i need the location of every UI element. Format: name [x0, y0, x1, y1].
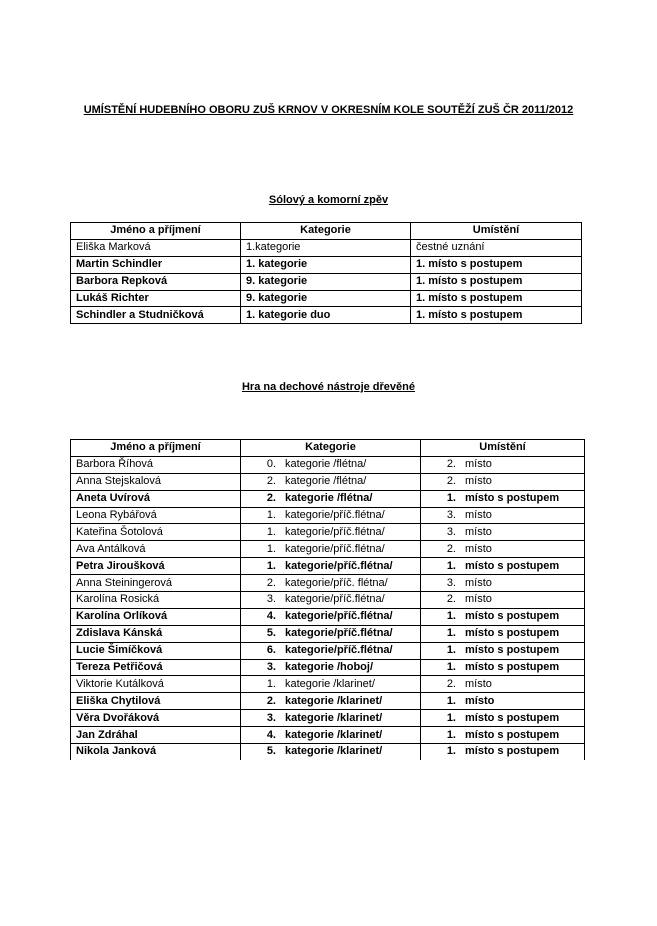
placement-label: místo [465, 542, 492, 555]
category-number: 1. [266, 559, 276, 572]
woodwind-results-table [70, 439, 585, 760]
placement-number: 2. [446, 593, 456, 606]
placement-label: místo [465, 475, 492, 488]
cell-name: Ava Antálková [71, 541, 241, 558]
placement-number: 1. [446, 745, 456, 758]
cell-placement [421, 693, 585, 710]
category-label: kategorie/příč.flétna/ [285, 525, 385, 538]
placement-label: místo [465, 694, 495, 707]
cell-name: Eliška Chytilová [71, 693, 241, 710]
placement-label: místo s postupem [465, 644, 560, 657]
category-number: 1. [266, 542, 276, 555]
cell-placement [421, 625, 585, 642]
table-row [71, 592, 585, 609]
category-number: 1. [266, 677, 276, 690]
cell-placement [421, 507, 585, 524]
category-label: kategorie/příč.flétna/ [285, 644, 393, 657]
cell-placement: 1. místo s postupem [411, 256, 582, 273]
cell-name: Zdislava Kánská [71, 625, 241, 642]
table-row [71, 575, 585, 592]
cell-placement: čestné uznání [411, 239, 582, 256]
cell-category [241, 456, 421, 473]
category-label: kategorie/příč. flétna/ [285, 576, 388, 589]
cell-name: Věra Dvořáková [71, 710, 241, 727]
placement-number: 3. [446, 525, 456, 538]
category-label: kategorie /klarinet/ [285, 694, 383, 707]
column-header-placement: Umístění [421, 440, 585, 457]
table-row [71, 727, 585, 744]
category-label: kategorie /klarinet/ [285, 745, 383, 758]
placement-number: 1. [446, 694, 456, 707]
table-row [71, 456, 585, 473]
category-label: kategorie/příč.flétna/ [285, 509, 385, 521]
cell-placement: 1. místo s postupem [411, 273, 582, 290]
cell-placement [421, 727, 585, 744]
category-number: 3. [266, 593, 276, 606]
table-row [71, 290, 582, 307]
cell-category: 1.kategorie [241, 239, 411, 256]
category-number: 1. [266, 525, 276, 538]
placement-label: místo [465, 576, 492, 589]
cell-category [241, 642, 421, 659]
category-number: 2. [266, 576, 276, 589]
cell-placement [421, 710, 585, 727]
table-row [71, 744, 585, 760]
category-label: kategorie /klarinet/ [285, 711, 383, 724]
placement-number: 2. [446, 677, 456, 690]
category-label: kategorie /klarinet/ [285, 677, 375, 690]
placement-label: místo [465, 509, 492, 521]
cell-name: Karolína Rosická [71, 592, 241, 609]
placement-number: 1. [446, 492, 456, 505]
cell-placement [421, 608, 585, 625]
cell-category [241, 575, 421, 592]
column-header-category: Kategorie [241, 440, 421, 457]
table-row [71, 558, 585, 575]
category-label: kategorie /klarinet/ [285, 728, 383, 741]
cell-name: Petra Jiroušková [71, 558, 241, 575]
placement-number: 1. [446, 559, 456, 572]
cell-category [241, 659, 421, 676]
cell-category [241, 710, 421, 727]
category-number: 3. [266, 711, 276, 724]
cell-category [241, 490, 421, 507]
table-row [71, 273, 582, 290]
cell-category [241, 676, 421, 693]
cell-placement [421, 575, 585, 592]
placement-label: místo s postupem [465, 661, 560, 674]
cell-placement [421, 541, 585, 558]
cell-name: Kateřina Šotolová [71, 524, 241, 541]
cell-name: Viktorie Kutálková [71, 676, 241, 693]
table-row [71, 307, 582, 324]
category-label: kategorie /flétna/ [285, 458, 367, 471]
category-number: 6. [266, 644, 276, 657]
cell-category [241, 608, 421, 625]
vocal-results-table [70, 222, 582, 324]
cell-name: Eliška Marková [71, 239, 241, 256]
category-label: kategorie/příč.flétna/ [285, 559, 393, 572]
cell-placement [421, 490, 585, 507]
category-number: 2. [266, 475, 276, 488]
cell-category [241, 541, 421, 558]
cell-name: Martin Schindler [71, 256, 241, 273]
cell-category: 9. kategorie [241, 273, 411, 290]
cell-name: Barbora Repková [71, 273, 241, 290]
category-number: 2. [266, 694, 276, 707]
table-row [71, 473, 585, 490]
placement-label: místo s postupem [465, 745, 560, 758]
cell-category [241, 744, 421, 760]
category-number: 4. [266, 728, 276, 741]
category-label: kategorie/příč.flétna/ [285, 593, 385, 606]
table-header-row [71, 440, 585, 457]
cell-placement [421, 456, 585, 473]
placement-number: 2. [446, 475, 456, 488]
placement-label: místo s postupem [465, 492, 560, 505]
placement-label: místo s postupem [465, 627, 560, 640]
category-number: 4. [266, 610, 276, 623]
table-row [71, 524, 585, 541]
category-label: kategorie /flétna/ [285, 492, 373, 505]
placement-number: 1. [446, 728, 456, 741]
cell-name: Anna Steiningerová [71, 575, 241, 592]
column-header-name: Jméno a příjmení [71, 223, 241, 240]
placement-number: 2. [446, 458, 456, 471]
cell-name: Anna Stejskalová [71, 473, 241, 490]
category-label: kategorie /flétna/ [285, 475, 367, 488]
placement-number: 1. [446, 661, 456, 674]
cell-name: Lucie Šimíčková [71, 642, 241, 659]
cell-name: Jan Zdráhal [71, 727, 241, 744]
placement-label: místo s postupem [465, 559, 560, 572]
placement-label: místo [465, 677, 492, 690]
cell-name: Karolína Orlíková [71, 608, 241, 625]
placement-number: 3. [446, 576, 456, 589]
table-row [71, 676, 585, 693]
cell-category [241, 524, 421, 541]
cell-placement [421, 558, 585, 575]
placement-number: 2. [446, 542, 456, 555]
cell-placement: 1. místo s postupem [411, 307, 582, 324]
cell-name: Lukáš Richter [71, 290, 241, 307]
table-row [71, 608, 585, 625]
cell-category [241, 558, 421, 575]
category-number: 2. [266, 492, 276, 505]
cell-category [241, 625, 421, 642]
table-row [71, 625, 585, 642]
cell-category [241, 507, 421, 524]
cell-category [241, 473, 421, 490]
section-heading-vocal: Sólový a komorní zpěv [268, 194, 389, 206]
table-row [71, 541, 585, 558]
table-row [71, 642, 585, 659]
column-header-name: Jméno a příjmení [71, 440, 241, 457]
cell-placement [421, 642, 585, 659]
category-label: kategorie/příč.flétna/ [285, 610, 393, 623]
cell-category: 1. kategorie duo [241, 307, 411, 324]
placement-number: 1. [446, 711, 456, 724]
cell-category: 1. kategorie [241, 256, 411, 273]
placement-number: 1. [446, 610, 456, 623]
category-number: 5. [266, 745, 276, 758]
cell-name: Nikola Janková [71, 744, 241, 760]
category-label: kategorie /hoboj/ [285, 661, 374, 674]
cell-placement [421, 659, 585, 676]
placement-number: 3. [446, 509, 456, 521]
document-title: UMÍSTĚNÍ HUDEBNÍHO OBORU ZUŠ KRNOV V OKRESNÍM KOLE SOUTĚŽÍ ZUŠ ČR 2011/2012 [83, 104, 574, 116]
cell-placement [421, 473, 585, 490]
table-header-row [71, 223, 582, 240]
category-number: 3. [266, 661, 276, 674]
cell-placement [421, 744, 585, 760]
table-row [71, 256, 582, 273]
column-header-category: Kategorie [241, 223, 411, 240]
cell-placement [421, 676, 585, 693]
table-row [71, 693, 585, 710]
cell-category [241, 693, 421, 710]
placement-label: místo [465, 525, 492, 538]
cell-category [241, 727, 421, 744]
placement-label: místo s postupem [465, 711, 560, 724]
cell-name: Barbora Říhová [71, 456, 241, 473]
table-row [71, 490, 585, 507]
section-heading-woodwind: Hra na dechové nástroje dřevěné [241, 381, 415, 393]
cell-name: Aneta Uvírová [71, 490, 241, 507]
cell-placement: 1. místo s postupem [411, 290, 582, 307]
column-header-placement: Umístění [411, 223, 582, 240]
table-row [71, 507, 585, 524]
table-row [71, 710, 585, 727]
placement-number: 1. [446, 627, 456, 640]
table-row [71, 239, 582, 256]
category-label: kategorie/příč.flétna/ [285, 627, 393, 640]
category-number: 5. [266, 627, 276, 640]
placement-label: místo [465, 593, 492, 606]
cell-name: Tereza Petřičová [71, 659, 241, 676]
cell-placement [421, 592, 585, 609]
placement-label: místo s postupem [465, 610, 560, 623]
cell-category: 9. kategorie [241, 290, 411, 307]
cell-placement [421, 524, 585, 541]
placement-number: 1. [446, 644, 456, 657]
cell-name: Leona Rybářová [71, 507, 241, 524]
cell-name: Schindler a Studničková [71, 307, 241, 324]
table-row [71, 659, 585, 676]
category-number: 1. [266, 509, 276, 521]
placement-label: místo [465, 458, 492, 471]
placement-label: místo s postupem [465, 728, 560, 741]
category-number: 0. [266, 458, 276, 471]
category-label: kategorie/příč.flétna/ [285, 542, 385, 555]
cell-category [241, 592, 421, 609]
